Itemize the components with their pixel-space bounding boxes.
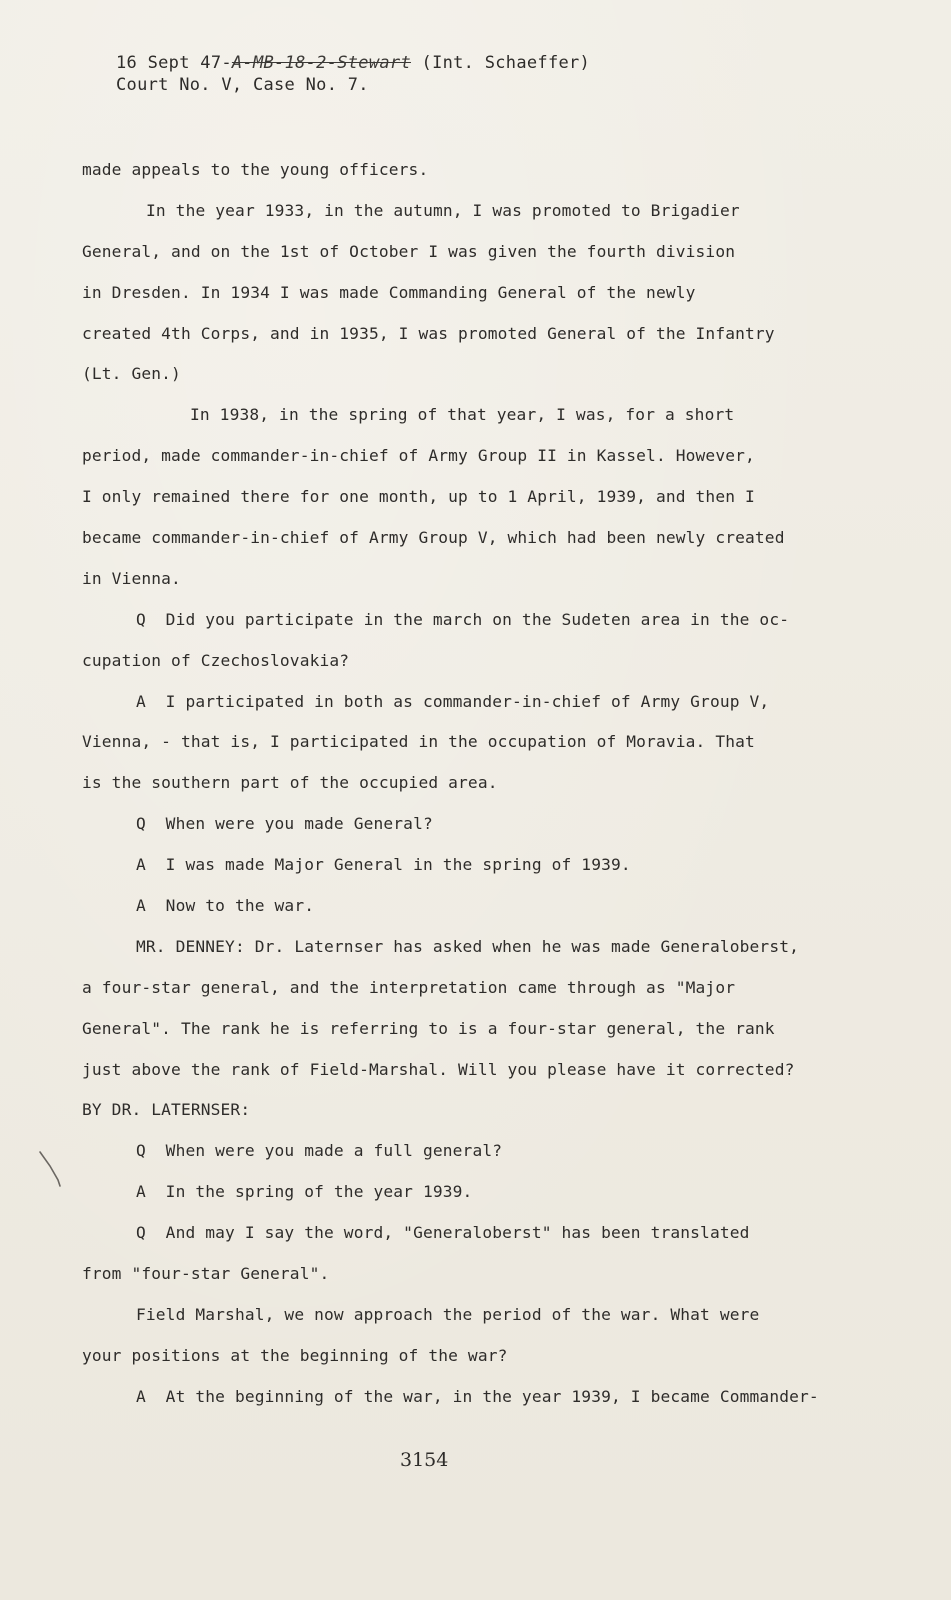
text-line: in Vienna. bbox=[82, 568, 181, 588]
header-line-2: Court No. V, Case No. 7. bbox=[116, 75, 369, 95]
text-line: period, made commander-in-chief of Army Group II in Kassel. However, bbox=[82, 446, 755, 466]
text-line: created 4th Corps, and in 1935, I was promoted General of the Infantry bbox=[82, 323, 775, 343]
header-line-1 bbox=[116, 52, 590, 74]
answer-line: A I was made Major General in the spring of 1939. bbox=[136, 855, 631, 875]
text-line: is the southern part of the occupied area. bbox=[82, 773, 498, 793]
answer-line: A In the spring of the year 1939. bbox=[136, 1182, 473, 1202]
text-line: In the year 1933, in the autumn, I was promoted to Brigadier bbox=[146, 200, 740, 220]
header-date: 16 Sept 47- bbox=[116, 53, 232, 73]
answer-line: A I participated in both as commander-in-chief of Army Group V, bbox=[136, 691, 770, 711]
speaker-line: BY DR. LATERNSER: bbox=[82, 1100, 251, 1120]
header-interpreter: (Int. Schaeffer) bbox=[421, 53, 591, 73]
answer-line: A At the beginning of the war, in the year 1939, I became Commander- bbox=[136, 1386, 819, 1406]
text-line: your positions at the beginning of the war? bbox=[82, 1345, 508, 1365]
question-line: Q When were you made General? bbox=[136, 814, 433, 834]
transcript-body bbox=[82, 150, 832, 1418]
header-struck-text: A-MB-18-2-Stewart bbox=[231, 53, 411, 73]
question-line: Q And may I say the word, "Generaloberst" has been translated bbox=[136, 1223, 750, 1243]
speaker-line: MR. DENNEY: Dr. Laternser has asked when he was made Generaloberst, bbox=[136, 936, 800, 956]
text-line: Vienna, - that is, I participated in the occupation of Moravia. That bbox=[82, 732, 755, 752]
text-line: I only remained there for one month, up to 1 April, 1939, and then I bbox=[82, 487, 755, 507]
document-header bbox=[116, 52, 590, 96]
page-number: 3154 bbox=[400, 1449, 449, 1471]
text-line: became commander-in-chief of Army Group V, which had been newly created bbox=[82, 528, 785, 548]
question-line: Q When were you made a full general? bbox=[136, 1141, 503, 1161]
text-line: just above the rank of Field-Marshal. Will you please have it corrected? bbox=[82, 1059, 795, 1079]
text-line: General, and on the 1st of October I was given the fourth division bbox=[82, 241, 736, 261]
text-line: a four-star general, and the interpretation came through as "Major bbox=[82, 977, 736, 997]
text-line: in Dresden. In 1934 I was made Commanding General of the newly bbox=[82, 282, 696, 302]
text-line: Field Marshal, we now approach the period of the war. What were bbox=[136, 1304, 760, 1324]
text-line: General". The rank he is referring to is a four-star general, the rank bbox=[82, 1018, 775, 1038]
text-line: made appeals to the young officers. bbox=[82, 160, 429, 179]
text-line: In 1938, in the spring of that year, I was, for a short bbox=[190, 405, 735, 425]
answer-line: A Now to the war. bbox=[136, 896, 315, 916]
pencil-margin-mark bbox=[38, 1150, 64, 1188]
text-line: cupation of Czechoslovakia? bbox=[82, 650, 350, 670]
text-line: (Lt. Gen.) bbox=[82, 364, 181, 384]
text-line: from "four-star General". bbox=[82, 1264, 330, 1284]
question-line: Q Did you participate in the march on the Sudeten area in the oc- bbox=[136, 609, 790, 629]
